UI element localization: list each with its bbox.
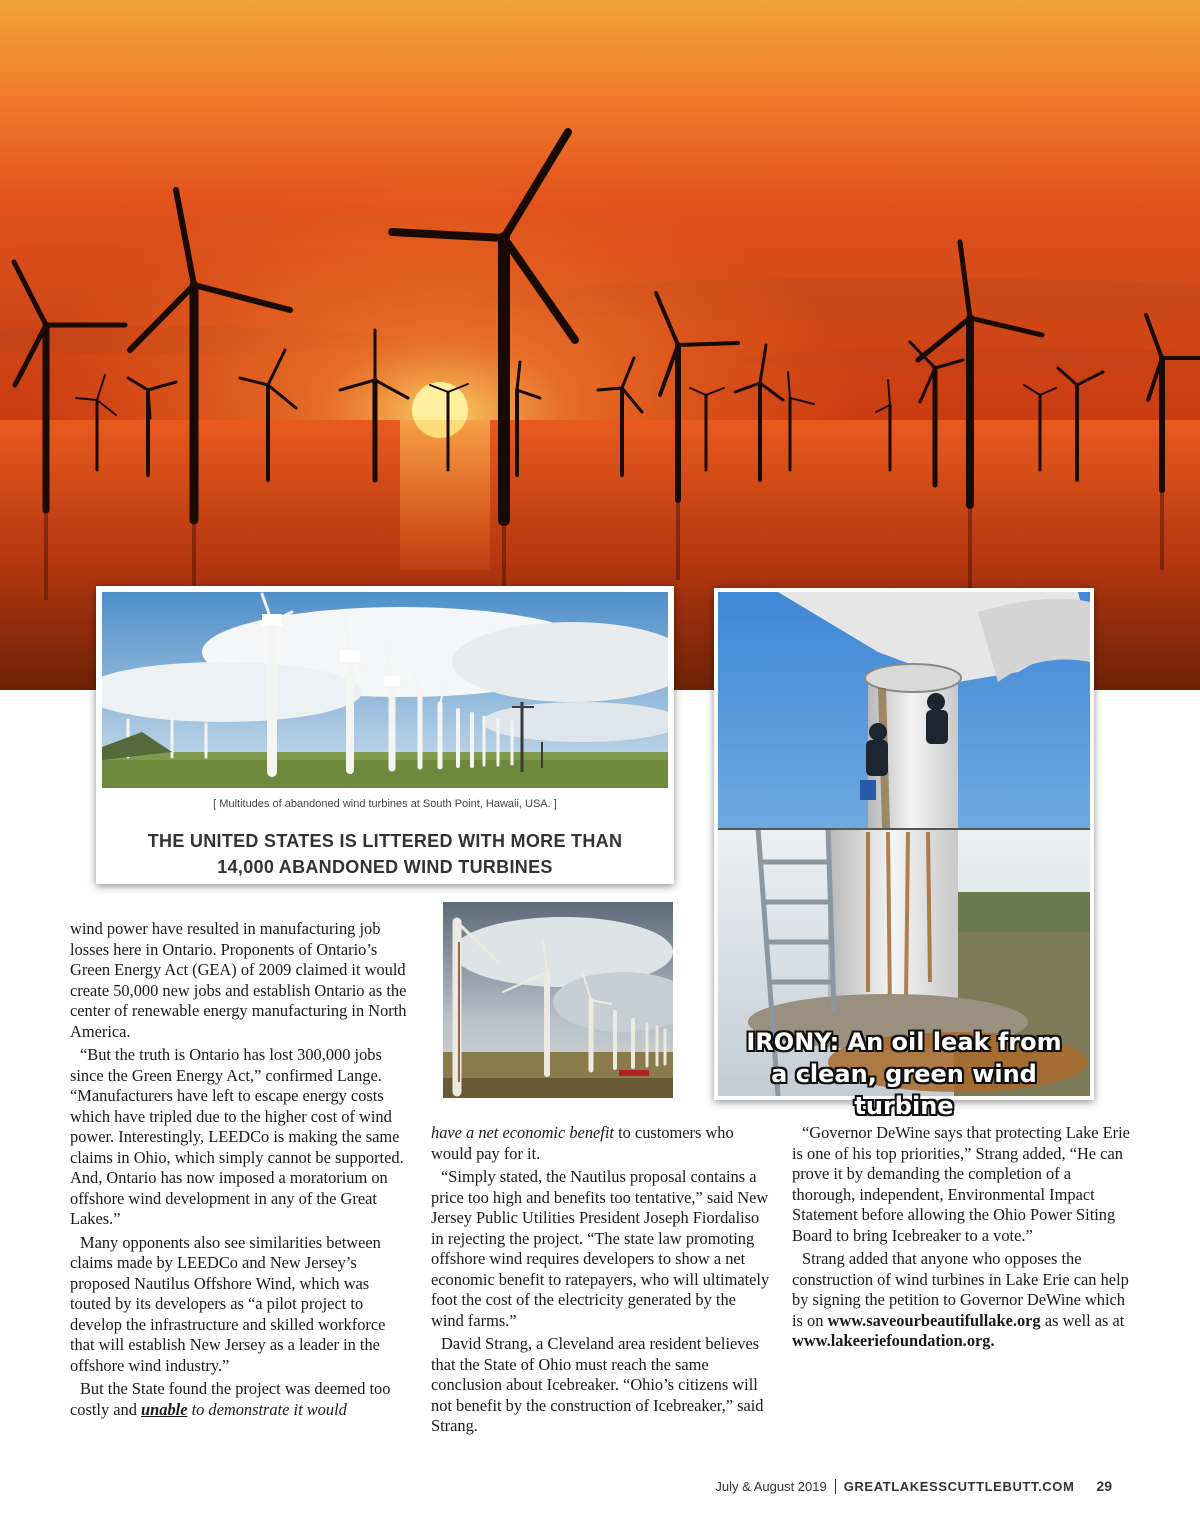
- headline-line-2: 14,000 ABANDONED WIND TURBINES: [217, 857, 553, 877]
- oil-leak-photo-card: [714, 588, 1094, 1120]
- irony-caption: [718, 1026, 1090, 1122]
- hawaii-photo-card: [96, 586, 674, 884]
- paragraph-text: But the State found the project was deemed too costly and: [70, 1379, 391, 1419]
- abandoned-turbines-headline: [116, 828, 654, 880]
- article-column-1: [70, 919, 412, 1423]
- link-saveourbeautifullake[interactable]: www.saveourbeautifullake.org: [827, 1310, 1041, 1330]
- article-paragraph: David Strang, a Cleveland area resident believes that the State of Ohio must reach the same conclusion about Icebreaker. “Ohio’s citizens will not benefit by the construction of Icebreaker,” said Strang.: [431, 1334, 764, 1435]
- derelict-turbines-photo: [443, 902, 673, 1098]
- article-column-3: [792, 1123, 1132, 1355]
- page-number: 29: [1096, 1478, 1112, 1494]
- article-paragraph: [431, 1123, 771, 1164]
- article-paragraph: “But the truth is Ontario has lost 300,000 jobs since the Green Energy Act,” confirmed Lange. “Manufacturers have left to escape energy costs which have tripled due to the higher cost of wind power. Interestingly, LEEDCo is making the same claims in Ohio, which simply cannot be supported. And, Ontario has now imposed a moratorium on offshore wind development in any of the Great Lakes.”: [70, 1045, 404, 1228]
- article-paragraph: wind power have resulted in manufacturing job losses here in Ontario. Proponents of Ontario’s Green Energy Act (GEA) of 2009 claimed it would create 50,000 new jobs and establish Ontario as the center of renewable energy manufacturing in North America.: [70, 919, 407, 1041]
- article-paragraph: [792, 1249, 1132, 1352]
- irony-line-1: IRONY: An oil leak from: [746, 1028, 1062, 1056]
- paragraph-text: Strang added that anyone who opposes the construction of wind turbines in Lake Erie can help by signing the petition to Governor DeWine which is on: [792, 1249, 1129, 1330]
- footer-divider: [835, 1479, 836, 1494]
- oil-leak-turbine-photo: [718, 592, 1090, 1096]
- article-paragraph: [70, 1379, 412, 1420]
- paragraph-text: to customers who would pay for it.: [431, 1123, 734, 1163]
- issue-date: July & August 2019: [715, 1479, 827, 1494]
- link-lakeeriefoundation[interactable]: www.lakeeriefoundation.org.: [792, 1331, 995, 1350]
- article-paragraph: Many opponents also see similarities between claims made by LEEDCo and New Jersey’s proposed Nautilus Offshore Wind, which was touted by its developers as “a pilot project to develop the infrastructure and skilled workforce that will establish New Jersey as a leader in the offshore wind industry.”: [70, 1232, 386, 1375]
- emphasis-unable: unable: [141, 1399, 188, 1419]
- article-paragraph: “Governor DeWine says that protecting Lake Erie is one of his top priorities,” Strang added, “He can prove it by demanding the completion of a thorough, independent, Environmental Impact Statement before allowing the Ohio Power Siting Board to bring Icebreaker to a vote.”: [792, 1123, 1130, 1245]
- article-column-2: [431, 1123, 771, 1440]
- emphasis-text: to demonstrate it would: [187, 1399, 347, 1419]
- page-footer: [715, 1478, 1112, 1494]
- irony-line-2: a clean, green wind turbine: [771, 1060, 1037, 1120]
- abandoned-turbines-hawaii-photo: [102, 592, 668, 788]
- headline-line-1: THE UNITED STATES IS LITTERED WITH MORE THAN: [147, 831, 623, 851]
- paragraph-text: as well as at: [1040, 1310, 1125, 1330]
- article-paragraph: “Simply stated, the Nautilus proposal contains a price too high and benefits too tentative,” said New Jersey Public Utilities President Joseph Fiordaliso in rejecting the project. “The state law promoting offshore wind requires developers to show a net economic benefit to ratepayers, who will ultimately foot the cost of the electricity generated by the wind farms.”: [431, 1167, 770, 1330]
- hawaii-photo-caption: [ Multitudes of abandoned wind turbines at South Point, Hawaii, USA. ]: [213, 798, 557, 810]
- emphasis-text: have a net economic benefit: [431, 1123, 614, 1142]
- site-name: GREATLAKESSCUTTLEBUTT.COM: [843, 1479, 1075, 1494]
